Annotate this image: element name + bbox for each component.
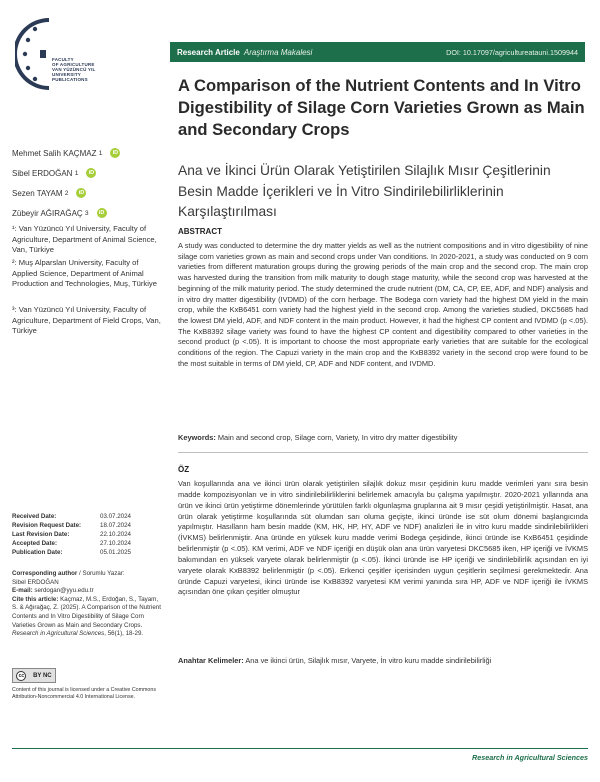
article-type: Research Article xyxy=(177,47,240,57)
cc-license-badge[interactable] xyxy=(12,668,56,683)
date-row xyxy=(12,531,162,540)
date-label: Last Revision Date: xyxy=(12,531,70,538)
section-divider xyxy=(178,452,588,453)
cite-volume: , 56(1), 18-29. xyxy=(104,630,144,638)
author-item xyxy=(12,183,162,203)
cc-badge xyxy=(12,668,56,683)
author-name: Mehmet Salih KAÇMAZ xyxy=(12,148,97,158)
article-type-tr: Araştırma Makalesi xyxy=(243,47,313,57)
doi-link[interactable]: DOI: 10.17097/agricultureatauni.1509944 xyxy=(446,47,578,57)
author-item xyxy=(12,143,162,163)
date-row xyxy=(12,540,162,549)
abstract-heading: ABSTRACT xyxy=(178,227,222,236)
article-title: A Comparison of the Nutrient Contents and In Vitro Digestibility of Silage Corn Varieties Grown as Main and Secondary Crops xyxy=(178,76,585,139)
author-item xyxy=(12,163,162,183)
journal-seal-icon xyxy=(15,12,95,97)
keywords-text: Main and second crop, Silage corn, Variety, In vitro dry matter digestibility xyxy=(217,433,458,442)
keywords-tr-label: Anahtar Kelimeler: xyxy=(178,656,244,665)
footer-journal-name: Research in Agricultural Sciences xyxy=(472,753,588,762)
abstract-text: A study was conducted to determine the dry matter yields as well as the nutrient compositions and in vitro digestibility of nine silage corn varieties grown as main and second crops under Van conditions. In 2020-2021, a study was conducted on 9 corn varieties from different maturation groups during the growing periods of the main crop and the second crop. The main crop was harvested during the transition from milk maturity to dough stage maturity, while the second crop was harvested at the beginning of the milk maturity period. The study determined the crude nutrient (DM, CA, CP, EE, ADF, and NDF) analysis and in vitro dry matter digestibility (IVDMD) of the corn herbage. The Bodega corn variety had the highest DM yield in the main crop, while the KxB6451 corn variety had the highest yield in the second crop. Among the varieties studied, DKC5685 had the lowest DM yield, ADF, and NDF content in the main product. However, it had the highest CP content and IVDMD (p <.05). The KxB8392 silage variety was found to have the highest CP content and digestibility compared to other varieties in the second product (p <.05). It is important to choose the most appropriate early varieties that are suitable for the ecological conditions of the region. The Capuzi variety in the main crop and the KxB8392 variety in the second crop were found to be the most suitable in terms of DM yield, CP, ADF and NDF content, and IVDMD. xyxy=(178,241,588,368)
date-value: 22.10.2024 xyxy=(100,531,131,538)
keywords-label: Keywords: xyxy=(178,433,216,442)
date-row xyxy=(12,513,162,522)
cc-icon: cc xyxy=(16,671,26,681)
author-sup: 3 xyxy=(84,209,89,217)
date-label: Received Date: xyxy=(12,513,57,520)
affiliation-1: ¹: Van Yüzüncü Yıl University, Faculty of Agriculture, Department of Animal Science, Van, Türkiye xyxy=(12,224,157,255)
license-text: Content of this journal is licensed under a Creative Commons Attribution-Noncommercial 4.0 International License. xyxy=(12,687,156,701)
date-row xyxy=(12,549,162,558)
date-value: 18.07.2024 xyxy=(100,522,131,529)
keywords xyxy=(178,433,588,442)
cite-journal: Research in Agricultural Sciences xyxy=(12,630,105,638)
footer-divider xyxy=(12,748,588,749)
oz-text: Van koşullarında ana ve ikinci ürün olarak yetiştirilen silajlık dokuz mısır çeşidinin kuru madde verimleri yanı sıra besin madde kompozisyonları ve in vitro sindirilebilirliklerini belirlemek amacıyla bu çalışma yapılmıştır. 2020-2021 yıllarında ana ürün ve ikinci ürün yetiştirme dönemlerinde yürütülen farklı olgunlaşma gruplarına ait 9 mısır çeşidi yetiştirilmiştir. Hasat, ana ürün olarak yetiştirme koşullarında süt olumdan sarı oluma geçişte, ikinci üründe ise süt olum dönemi başlangıcında yapılmıştır. Hasılların ham besin madde (KM, HK, HP, HY, ADF ve NDF) analizleri ile in vitro kuru madde sindirilebilirlikleri (İVKMS) belirlenmiştir. Ana üründe en yüksek kuru madde verimi Bodega çeşidinde, ikinci üründe ise KxB6451 çeşidinde belirlenmiştir (p <.05). KM verimi, ADF ve NDF içeriği en düşük olan ana ürün varyetesi DKC5685 iken, HP içeriği ve İVKMS bakımından en yüksek varyete olarak belirlenmiştir (p <.05). İkinci üründe ise HP içeriği ve sindirilebilirlik açısından en iyi varyete olarak KxB8392 belirlenmiştir (p <.05). Erkenci çeşitler içerisinden uygun çeşitlerin seçilmesi gerekmektedir. Ana üründe Capuzi varyetesi, ikinci üründe ise KxB8392 varyetesi KM verimi yanında sıra HP, ADF ve NDF içeriği ile İVKMS açısından öne çıkan çeşitler olmuştur xyxy=(178,479,588,597)
journal-logo xyxy=(15,12,135,97)
corr-label: Corresponding author xyxy=(12,570,78,577)
cc-badge-text: BY NC xyxy=(33,672,52,679)
orcid-icon[interactable]: iD xyxy=(86,168,96,178)
orcid-icon[interactable]: iD xyxy=(97,208,107,218)
article-header-bar xyxy=(170,42,585,62)
author-list xyxy=(12,143,162,223)
cite-label: Cite this article: xyxy=(12,595,59,603)
logo-text: FACULTY OF AGRICULTURE VAN YÜZÜNCÜ YIL UNIVERSITY PUBLICATIONS xyxy=(52,57,96,82)
author-sup: 1 xyxy=(98,149,103,157)
correspondence-block xyxy=(12,570,162,639)
email-label: E-mail: xyxy=(12,587,33,595)
affiliation-3: ³: Van Yüzüncü Yıl University, Faculty of Agriculture, Department of Field Crops, Van, Türkiye xyxy=(12,305,161,336)
corr-label-tr: / Sorumlu Yazar: xyxy=(79,570,125,577)
author-sup: 2 xyxy=(64,189,69,197)
oz-heading: ÖZ xyxy=(178,465,190,474)
corr-name: Sibel ERDOĞAN xyxy=(12,578,59,586)
orcid-icon[interactable]: iD xyxy=(76,188,86,198)
keywords-tr xyxy=(178,656,588,665)
date-label: Accepted Date: xyxy=(12,540,58,547)
date-value: 03.07.2024 xyxy=(100,513,131,520)
date-value: 27.10.2024 xyxy=(100,540,131,547)
affiliation-2: ²: Muş Alparslan University, Faculty of Applied Science, Department of Animal Production and Technologies, Muş, Türkiye xyxy=(12,258,157,289)
article-dates xyxy=(12,513,162,558)
email-link[interactable]: serdogan@yyu.edu.tr xyxy=(34,587,94,595)
author-name: Sezen TAYAM xyxy=(12,188,63,198)
author-item xyxy=(12,203,162,223)
date-label: Revision Request Date: xyxy=(12,522,82,529)
author-name: Zübeyir AĞIRAĞAÇ xyxy=(12,208,83,218)
orcid-icon[interactable]: iD xyxy=(110,148,120,158)
author-name: Sibel ERDOĞAN xyxy=(12,168,73,178)
cite-text: Kaçmaz, M.S., Erdoğan, S., Tayam, S. & Ağırağaç, Z. (2025). A Comparison of the Nutrient Contents and In Vitro Digestibility of Silage Corn Varieties Grown as Main and Secondary Crops. xyxy=(12,595,161,629)
date-row xyxy=(12,522,162,531)
date-label: Publication Date: xyxy=(12,549,63,556)
article-title-tr: Ana ve İkinci Ürün Olarak Yetiştirilen Silajlık Mısır Çeşitlerinin Besin Madde İçerikleri ve İn Vitro Sindirilebilirliklerinin Karşılaştırılması xyxy=(178,163,551,219)
author-sup: 1 xyxy=(74,169,79,177)
date-value: 05.01.2025 xyxy=(100,549,131,556)
keywords-tr-text: Ana ve ikinci ürün, Silajlık mısır, Varyete, İn vitro kuru madde sindirilebilirliği xyxy=(245,656,492,665)
